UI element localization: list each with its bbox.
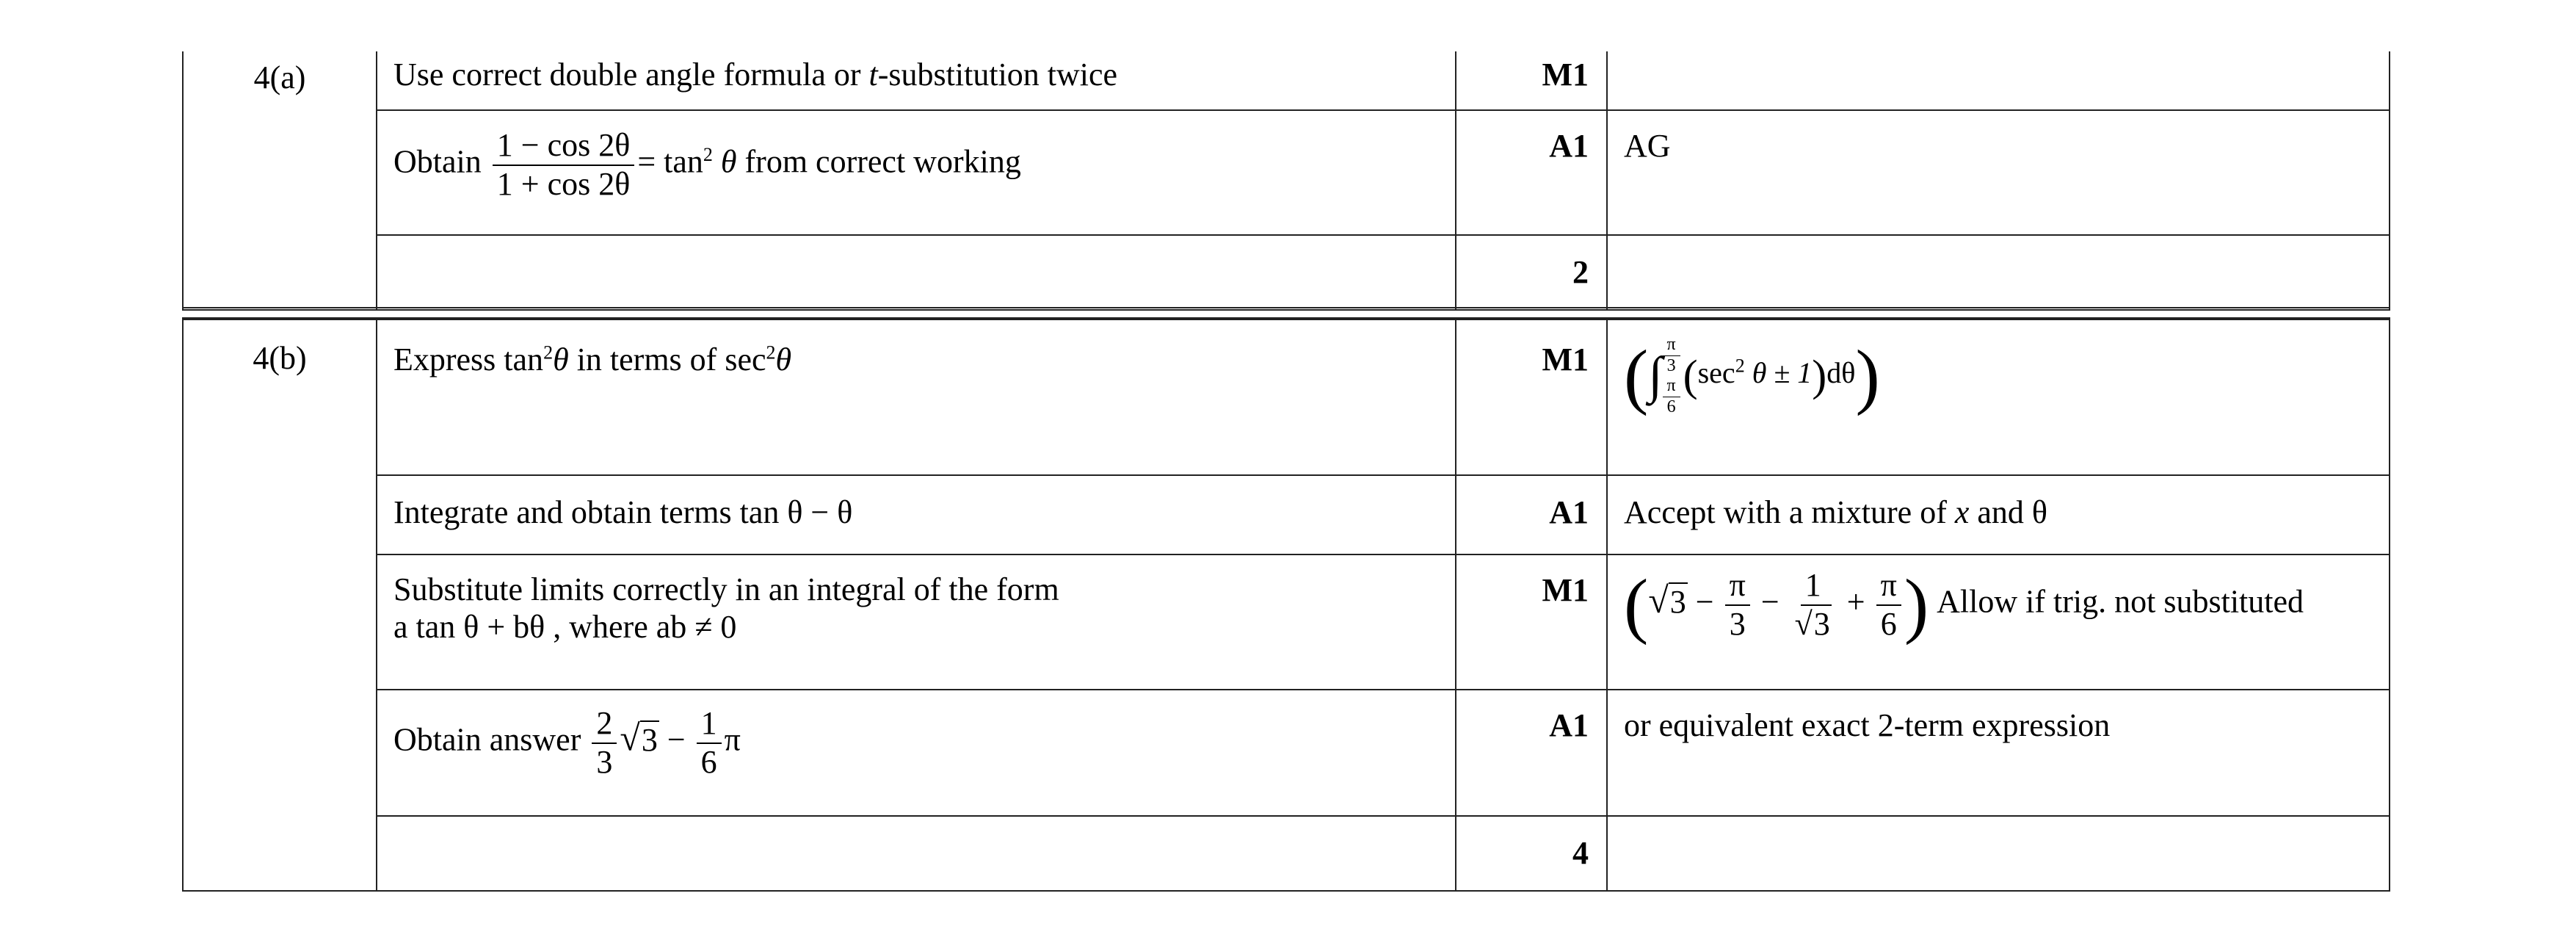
answer-cell: Obtain $\frac{1 - \cos 2\theta}{1 + \cos 2\theta}$ = $\tan^2 \theta$ from correct working [377,110,1456,235]
mark-cell: A1 [1456,475,1607,554]
guidance-cell [1607,51,2390,110]
integral-expression: (∫ $\frac{\pi}{3}$ $\frac{\pi}{6}$ ($\sec^2$ θ ± 1)dθ) [1624,335,1880,417]
mark-cell: M1 [1456,554,1607,690]
substitution-expression: (√3 − $\frac{\pi}{3}$ − $\frac{1}{√3}$ + $\frac{\pi}{6}$ ) [1624,563,1929,646]
total-mark-cell: 4 [1456,816,1607,891]
guidance-cell [1607,318,2390,475]
total-mark-cell: 2 [1456,235,1607,310]
mark-cell: M1 [1456,318,1607,475]
answer-cell: Integrate and obtain terms tan θ − θ [377,475,1456,554]
mark-scheme-table-4a [182,51,2390,311]
guidance-cell [1607,235,2390,310]
guidance-cell: AG [1607,110,2390,235]
guidance-cell: Accept with a mixture of x and θ [1607,475,2390,554]
answer-cell [377,235,1456,310]
mark-cell: A1 [1456,110,1607,235]
question-number: 4(b) [183,318,377,891]
guidance-cell [1607,816,2390,891]
mark-cell: M1 [1456,51,1607,110]
answer-cell: Use correct double angle formula or t-substitution twice [377,51,1456,110]
mark-scheme-table-4b [182,317,2390,892]
fraction: $\frac{1 - \cos 2\theta}{1 + \cos 2\theta}$ [493,127,635,203]
mark-cell: A1 [1456,690,1607,816]
guidance-cell: (√3 − $\frac{\pi}{3}$ − $\frac{1}{√3}$ + $\frac{\pi}{6}$ ) Allow if trig. not substituted [1607,554,2390,690]
question-number: 4(a) [183,51,377,310]
answer-cell: Express $\tan^2\theta$ in terms of $\sec^2\theta$ [377,318,1456,475]
answer-cell: Obtain answer $\frac{2}{3}$ √3 − $\frac{1}{6}$ π [377,690,1456,816]
answer-cell [377,816,1456,891]
answer-cell: Substitute limits correctly in an integral of the form a tan θ + bθ , where ab ≠ 0 [377,554,1456,690]
guidance-cell: or equivalent exact 2-term expression [1607,690,2390,816]
